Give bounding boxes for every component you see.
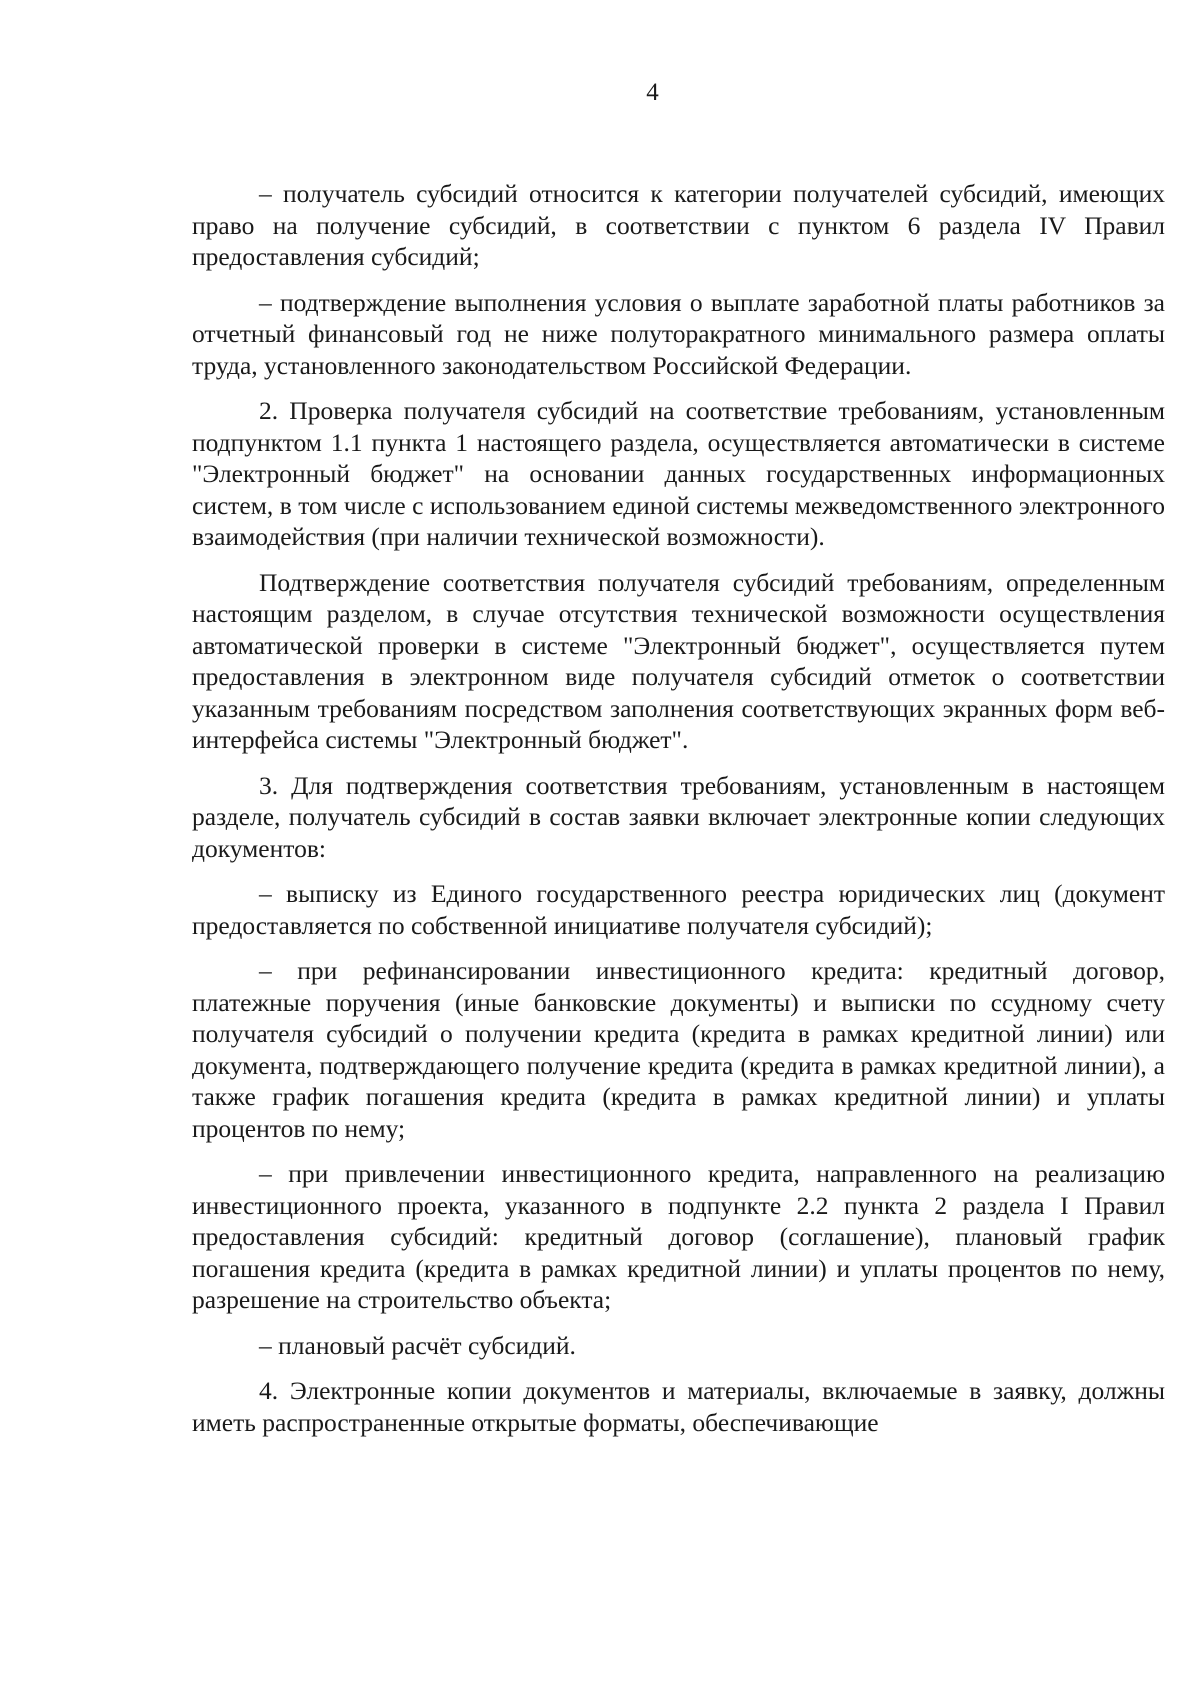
paragraph-refinancing-documents: – при рефинансировании инвестиционного кредита: кредитный договор, платежные поручения (иные банковские документы) и выписки по ссудному счету получателя субсидий о получении кредита (кредита в рамках кредитной линии) или документа, подтверждающего получение кредита (кредита в рамках кредитной линии), а также график погашения кредита (кредита в рамках кредитной линии) и уплаты процентов по нему; [192, 956, 1165, 1143]
paragraph-new-credit-documents: – при привлечении инвестиционного кредита, направленного на реализацию инвестиционного проекта, указанного в подпункте 2.2 пункта 2 раздела I Правил предоставления субсидий: кредитный договор (соглашение), плановый график погашения кредита (кредита в рамках кредитной линии) и уплаты процентов по нему, разрешение на строительство объекта; [192, 1159, 1165, 1314]
paragraph-item-2-verification: 2. Проверка получателя субсидий на соответствие требованиям, установленным подпунктом 1.1 пункта 1 настоящего раздела, осуществляется автоматически в системе "Электронный бюджет" на основании данных государственных информационных систем, в том числе с использованием единой системы межведомственного электронного взаимодействия (при наличии технической возможности). [192, 396, 1165, 551]
paragraph-manual-confirmation: Подтверждение соответствия получателя субсидий требованиям, определенным настоящим разделом, в случае отсутствия технической возможности осуществления автоматической проверки в системе "Электронный бюджет", осуществляется путем предоставления в электронном виде получателя субсидий отметок о соответствии указанным требованиям посредством заполнения соответствующих экранных форм веб-интерфейса системы "Электронный бюджет". [192, 567, 1165, 754]
page-number: 4 [646, 79, 659, 106]
document-body [192, 178, 1165, 1452]
paragraph-planned-calculation: – плановый расчёт субсидий. [259, 1330, 576, 1360]
paragraph-item-3-documents: 3. Для подтверждения соответствия требованиям, установленным в настоящем разделе, получатель субсидий в состав заявки включает электронные копии следующих документов: [192, 770, 1165, 863]
paragraph-egrul-extract: – выписку из Единого государственного реестра юридических лиц (документ предоставляется по собственной инициативе получателя субсидий); [192, 879, 1165, 940]
paragraph-item-4-formats: 4. Электронные копии документов и материалы, включаемые в заявку, должны иметь распространенные открытые форматы, обеспечивающие [192, 1376, 1165, 1437]
paragraph-salary-condition: – подтверждение выполнения условия о выплате заработной платы работников за отчетный финансовый год не ниже полуторакратного минимального размера оплаты труда, установленного законодательством Российской Федерации. [192, 287, 1165, 380]
paragraph-recipient-category: – получатель субсидий относится к категории получателей субсидий, имеющих право на получение субсидий, в соответствии с пунктом 6 раздела IV Правил предоставления субсидий; [192, 179, 1165, 271]
